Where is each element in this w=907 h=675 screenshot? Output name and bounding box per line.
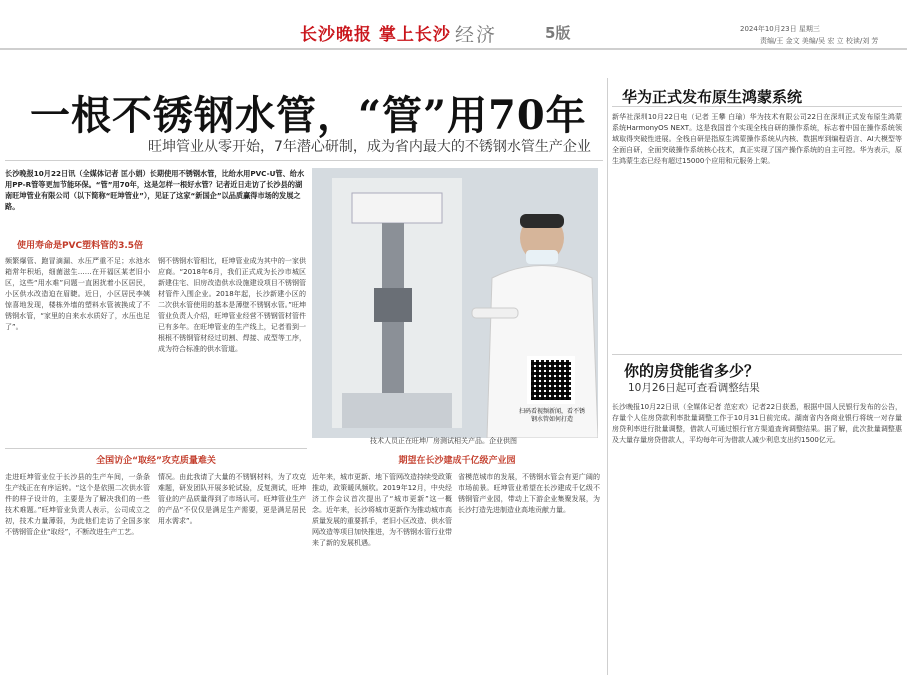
article-lead: 长沙晚报10月22日讯（全媒体记者 匡小娟）长期使用不锈钢水管，比给水用PVC-U管、给水用PP-R管等更加节能环保。“管”用70年，这是怎样一根好水管？记者近日走访了长沙县的湖南旺坤管业有限公司（以下简称“旺坤管业”），见证了这家“新国企”以品质赢得市场的发展之路。: [5, 169, 305, 211]
col3-text: 近年来，城市更新、地下管网改造持续受政策推动，政策暖风频吹。2019年12月，中央经济工作会议首次提出了“城市更新”这一概念。近年来，长沙将城市更新作为推动城市高质量发展的重要抓手，老旧小区改造、供水管网改造等项目加快推进，为不锈钢水管行业带来了新的发展机遇。: [312, 473, 452, 547]
editor-credits: 责编/王 金文 美编/吴 宏 立 校读/刘 芳: [760, 37, 879, 45]
qr-label: 扫码看视频新闻，看不锈钢水管如何打造: [518, 408, 585, 423]
newspaper-logo: 长沙晚报 掌上长沙: [300, 25, 451, 45]
col3-subtitle: 期望在长沙建成千亿级产业园: [398, 456, 516, 466]
section-name: 经济: [455, 24, 498, 46]
mortgage-text: 长沙晚报10月22日讯（全媒体记者 范宏欢）记者22日获悉，根据中国人民银行发布的公告，存量个人住房贷款利率批量调整工作于10月31日前完成。湖南省内各商业银行将统一对存量房贷利率进行批量调整，借款人可通过银行官方渠道查询调整结果。据了解，此次批量调整惠及大量存量房贷借款人，平均每年可为借款人减少利息支出约1500亿元。: [612, 403, 902, 444]
col4-text: 省模范城市的发展，不锈钢水管会有更广阔的市场前景。旺坤管业希望在长沙建成千亿级不锈钢管产业园，带动上下游企业集聚发展，为长沙打造先进制造业高地贡献力量。: [458, 473, 600, 514]
issue-date: 2024年10月23日 星期三: [740, 25, 820, 33]
photo-caption: 技术人员正在旺坤厂房测试相关产品。企业供图: [370, 437, 517, 445]
col1-subtitle: 使用寿命是PVC塑料管的3.5倍: [16, 241, 144, 251]
col1-lower-subtitle: 全国访企“取经”攻克质量难关: [96, 456, 216, 466]
masthead-divider: [0, 48, 907, 50]
right-top-divider: [612, 106, 902, 107]
page-number: 5版: [545, 24, 571, 42]
huawei-headline: 华为正式发布原生鸿蒙系统: [622, 88, 803, 106]
factory-photo: [312, 168, 598, 438]
mortgage-subhead: 10月26日起可查看调整结果: [628, 382, 760, 394]
qr-code[interactable]: [527, 356, 575, 404]
col2-text: 钢不锈钢水管相比，旺坤管业成为其中的一家供应商。“2018年6月，我们正式成为长沙市城区新建住宅、旧房改造供水设施建设项目不锈钢管材管件入围企业。2018年起，长沙新建小区的二次供水管使用的基本是薄壁不锈钢水管。”旺坤管业负责人介绍，旺坤管业经营不锈钢管材管件已有多年。在旺坤管业的生产线上，记者看到一根根不锈钢管材经过切割、焊接、成型等工序，成为符合标准的供水管道。: [158, 257, 306, 353]
main-subhead: 旺坤管业从零开始，7年潜心研制，成为省内最大的不锈钢水管生产企业: [148, 139, 591, 155]
right-column-divider: [607, 78, 608, 675]
right-mid-divider: [612, 354, 902, 355]
mortgage-headline: 你的房贷能省多少？: [624, 362, 760, 380]
main-headline: 一根不锈钢水管，“管”用70年: [30, 92, 587, 139]
section-divider: [5, 448, 307, 449]
huawei-text: 新华社深圳10月22日电（记者 王攀 白瑜）华为技术有限公司22日在深圳正式发布原生鸿蒙系统HarmonyOS NEXT。这是我国首个实现全栈自研的操作系统，标志着中国在操作系统领域取得突破性进展。全栈自研是指原生鸿蒙操作系统从内核、数据库到编程语言、AI大模型等全面自研，全面突破操作系统核心技术，真正实现了国产操作系统的自主可控。华为表示，原生鸿蒙生态已经有超过15000个应用和元服务上架。: [612, 113, 902, 165]
col2-lower-text: 情况。由此我请了大量的不锈钢材料，为了攻克难题，研发团队开展多轮试验，反复测试，旺坤管业的产品质量得到了市场认可。旺坤管业生产的产品“不仅仅是满足生产需要，更是满足居民用水需求”。: [158, 473, 306, 525]
col1-lower-text: 走进旺坤管业位于长沙县的生产车间，一条条生产线正在有序运转。“这个是依照二次供水管件的样子设计的，主要是为了解决我们的一些技术难题。”旺坤管业负责人表示，公司成立之初，技术力量薄弱，为此他们走访了全国多家不锈钢管企业“取经”，不断改进生产工艺。: [5, 473, 150, 536]
col1-text: 频繁爆管、跑冒滴漏、水压严重不足；水池水箱常年积垢，细菌滋生……在开福区某老旧小区，这些“用水难”问题一直困扰着小区居民，小区供水改造迫在眉睫。近日，小区居民李姨惊喜地发现，楼栋外墙的塑料水管被换成了不锈钢水管，“家里的自来水水质好了，水压也足了”。: [5, 257, 150, 331]
headline-divider: [5, 160, 603, 161]
